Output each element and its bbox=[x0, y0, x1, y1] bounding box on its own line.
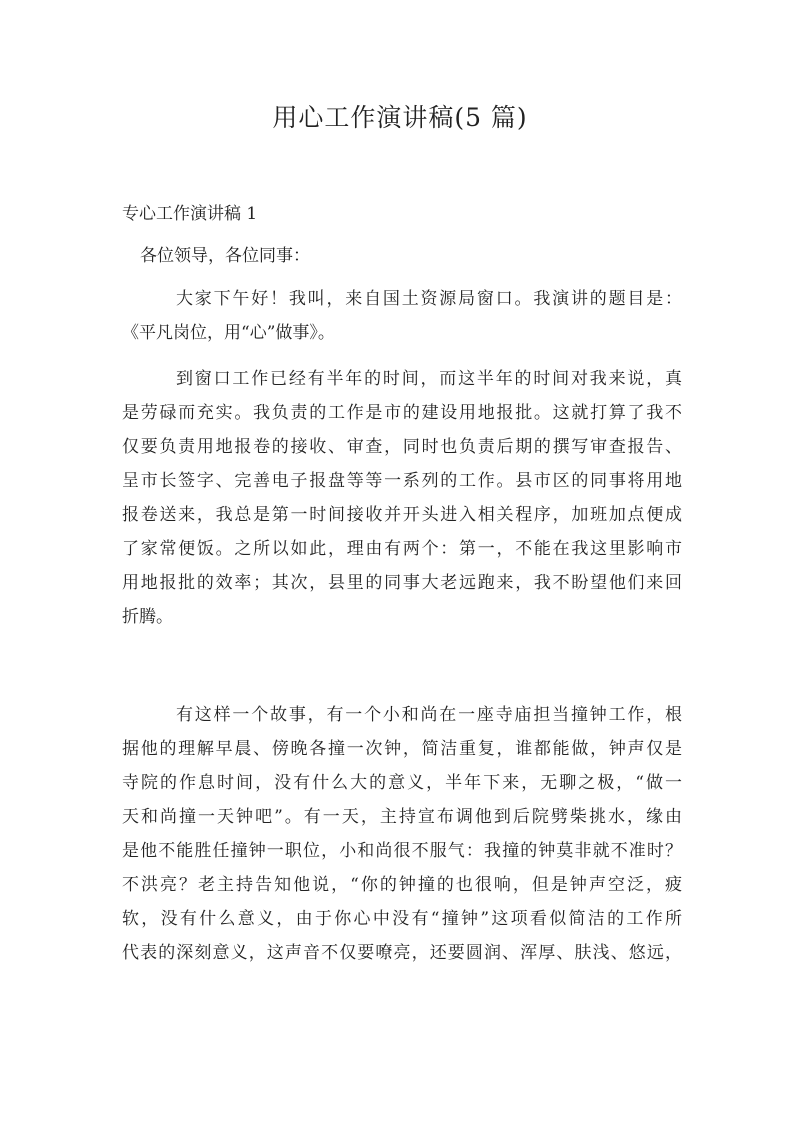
paragraph-line: 大家下午好！我叫，来自国土资源局窗口。我演讲的题目是： bbox=[176, 289, 682, 309]
paragraph-2 bbox=[122, 362, 682, 634]
paragraph-line: 呈市长签字、完善电子报盘等等一系列的工作。县市区的同事将用地 bbox=[122, 471, 682, 491]
paragraph-3 bbox=[122, 698, 682, 970]
paragraph-line: 天和尚撞一天钟吧”。有一天，主持宣布调他到后院劈柴挑水，缘由 bbox=[122, 807, 682, 827]
paragraph-line: 软，没有什么意义，由于你心中没有“撞钟”这项看似简洁的工作所 bbox=[122, 909, 682, 929]
salutation: 各位领导，各位同事： bbox=[140, 246, 310, 266]
paragraph-line: 用地报批的效率；其次，县里的同事大老远跑来，我不盼望他们来回 bbox=[122, 573, 682, 593]
paragraph-line: 仅要负责用地报卷的接收、审查，同时也负责后期的撰写审查报告、 bbox=[122, 437, 682, 457]
paragraph-line: 折腾。 bbox=[122, 607, 173, 627]
paragraph-line: 是劳碌而充实。我负责的工作是市的建设用地报批。这就打算了我不 bbox=[122, 403, 682, 423]
paragraph-line: 寺院的作息时间，没有什么大的意义，半年下来，无聊之极，“做一 bbox=[122, 773, 682, 793]
paragraph-line: 到窗口工作已经有半年的时间，而这半年的时间对我来说，真 bbox=[176, 369, 682, 389]
paragraph-1 bbox=[122, 282, 682, 350]
paragraph-line: 了家常便饭。之所以如此，理由有两个：第一，不能在我这里影响市 bbox=[122, 539, 682, 559]
paragraph-line: 代表的深刻意义，这声音不仅要嘹亮，还要圆润、浑厚、肤浅、悠远， bbox=[122, 943, 682, 963]
document-title: 用心工作演讲稿(5 篇) bbox=[272, 103, 528, 132]
paragraph-line: 报卷送来，我总是第一时间接收并开头进入相关程序，加班加点便成 bbox=[122, 505, 682, 525]
paragraph-line: 是他不能胜任撞钟一职位，小和尚很不服气：我撞的钟莫非就不准时？ bbox=[122, 841, 682, 861]
paragraph-line: 据他的理解早晨、傍晚各撞一次钟，简洁重复，谁都能做，钟声仅是 bbox=[122, 739, 682, 759]
paragraph-line: 《平凡岗位，用“心”做事》。 bbox=[122, 323, 335, 343]
paragraph-line: 不洪亮？老主持告知他说，“你的钟撞的也很响，但是钟声空泛，疲 bbox=[122, 875, 682, 895]
section-heading: 专心工作演讲稿 1 bbox=[122, 204, 258, 224]
paragraph-line: 有这样一个故事，有一个小和尚在一座寺庙担当撞钟工作，根 bbox=[176, 705, 682, 725]
